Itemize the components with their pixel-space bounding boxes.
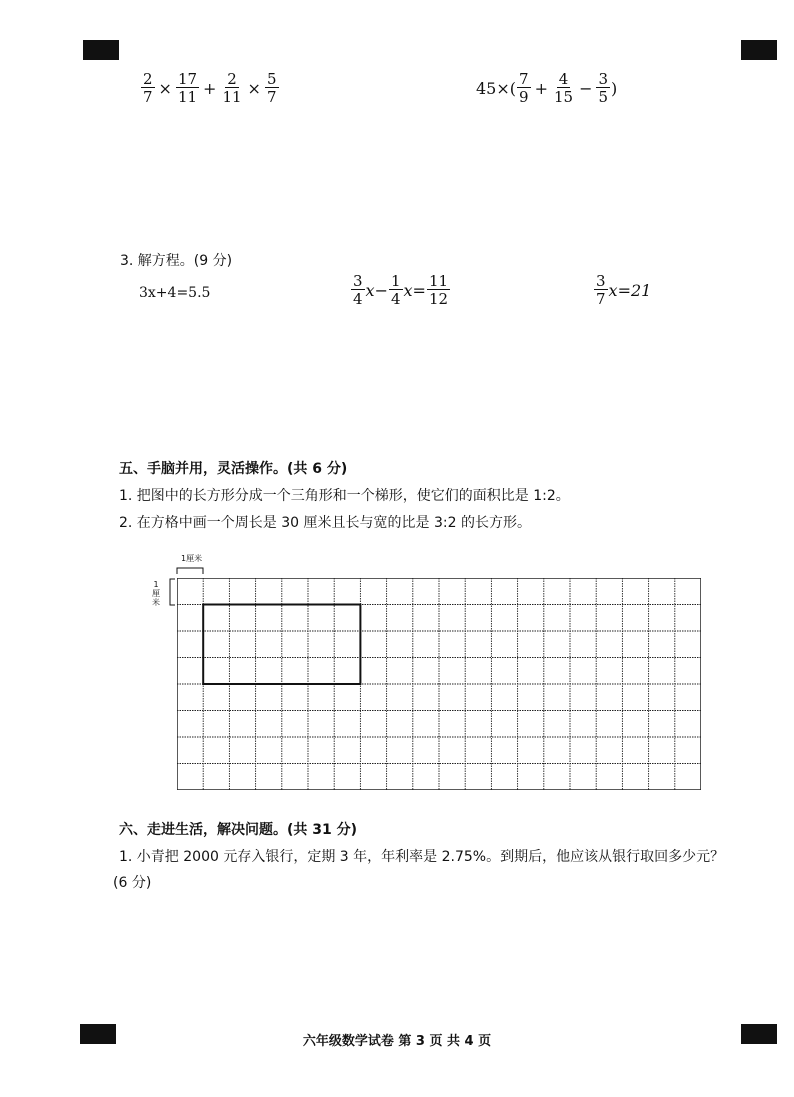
expression-2: 45×( $\frac{7}{9}$ + $\frac{4}{15}$ − $\frac{3}{5}$ ) <box>476 70 618 106</box>
section-5-question-2: 2. 在方格中画一个周长是 30 厘米且长与宽的比是 3:2 的长方形。 <box>119 515 531 531</box>
section-6-question-1: 1. 小青把 2000 元存入银行，定期 3 年，年利率是 2.75%。到期后，他应该从银行取回多少元？ <box>119 849 725 865</box>
section-5-question-1: 1. 把图中的长方形分成一个三角形和一个梯形，使它们的面积比是 1:2。 <box>119 488 570 504</box>
grid-scale-bracket-top <box>176 565 206 575</box>
grid-scale-left-label: 1 厘 米 <box>152 580 160 607</box>
fraction: $\frac{7}{9}$ <box>519 70 529 106</box>
registration-mark-top-right <box>741 40 777 60</box>
fraction: $\frac{5}{7}$ <box>266 70 277 106</box>
fraction: $\frac{1}{4}$ <box>390 272 401 308</box>
fraction: $\frac{3}{4}$ <box>353 272 363 308</box>
equation-3: $\frac{3}{7}$ x=21 <box>596 272 652 308</box>
grid-paper[interactable] <box>177 578 701 790</box>
fraction: $\frac{2}{7}$ <box>143 70 153 106</box>
section-6-heading: 六、走进生活，解决问题。(共 31 分) <box>119 822 358 838</box>
grid-scale-top-label: 1厘米 <box>181 554 203 563</box>
fraction: $\frac{3}{5}$ <box>598 70 609 106</box>
section-3-heading: 3. 解方程。(9 分) <box>120 253 233 269</box>
grid-scale-bracket-left <box>165 578 177 608</box>
registration-mark-top-left <box>83 40 119 60</box>
equation-1: 3x+4=5.5 <box>139 285 211 301</box>
section-6-question-1-score: (6 分) <box>113 875 152 891</box>
expression-1: $\frac{2}{7}$ × $\frac{17}{11}$ + $\frac{2}{11}$ × $\frac{5}{7}$ <box>143 70 277 106</box>
fraction: $\frac{17}{11}$ <box>177 70 198 106</box>
section-5-heading: 五、手脑并用，灵活操作。(共 6 分) <box>119 461 348 477</box>
fraction: $\frac{2}{11}$ <box>222 70 242 106</box>
page-footer: 六年级数学试卷 第 3 页 共 4 页 <box>302 1034 492 1049</box>
equation-2: $\frac{3}{4}$ x− $\frac{1}{4}$ x= $\frac{11}{12}$ <box>353 272 449 308</box>
fraction: $\frac{4}{15}$ <box>553 70 574 106</box>
fraction: $\frac{11}{12}$ <box>428 272 449 308</box>
fraction: $\frac{3}{7}$ <box>596 272 606 308</box>
